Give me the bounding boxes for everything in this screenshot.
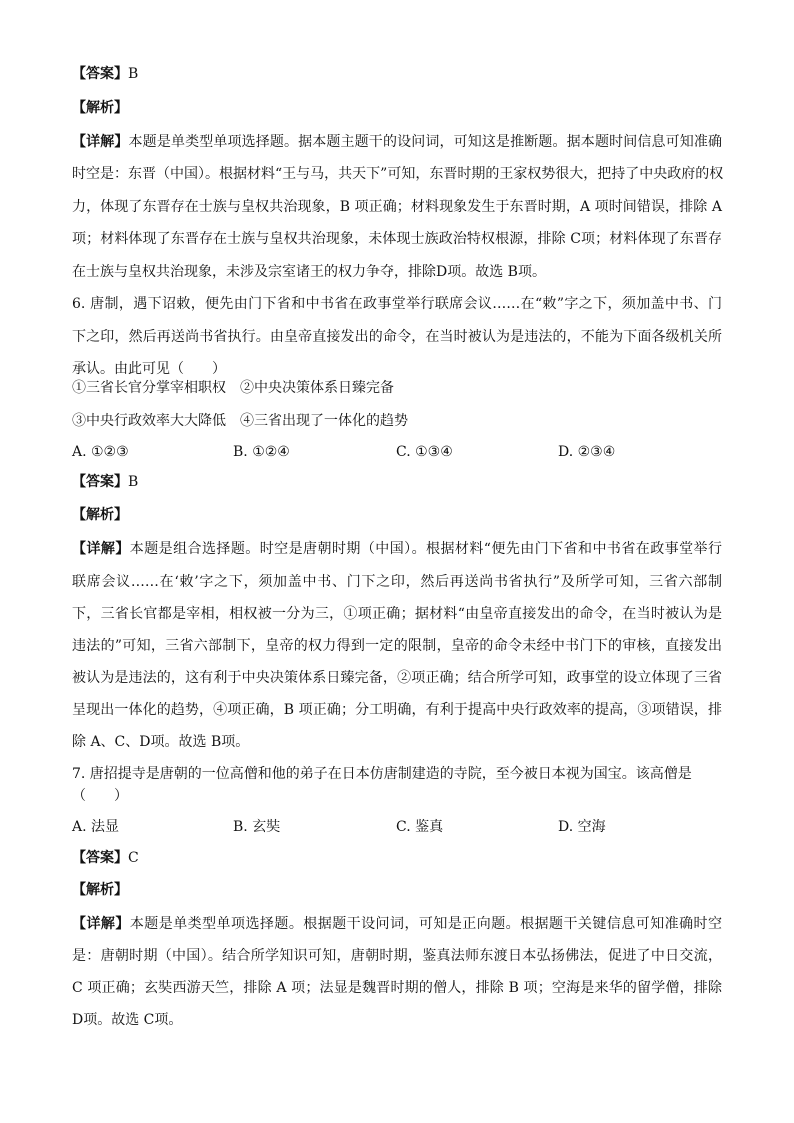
answer-value: B: [128, 474, 139, 490]
q6-statement: ①三省长官分掌宰相职权 ②中央决策体系日臻完备: [72, 380, 394, 396]
q7-options: [72, 817, 722, 837]
q6-detail-line: 联席会议……在‘敕’字之下，须加盖中书、门下之印，然后再送尚书省执行”及所学可知，三省六部制: [72, 574, 722, 590]
answer-value: C: [128, 850, 139, 866]
option-a: A. 法显: [72, 819, 120, 835]
q5-detail-line: 力，体现了东晋存在士族与皇权共治现象，B 项正确；材料现象发生于东晋时期，A 项时间错误，排除 A: [72, 199, 722, 215]
q7-answer: [72, 848, 139, 868]
detail-label: 【详解】: [72, 541, 130, 557]
option-c: C. 鉴真: [396, 819, 444, 835]
answer-label: 【答案】: [72, 850, 128, 866]
q6-answer: [72, 472, 138, 492]
option-c: C. ①③④: [396, 444, 453, 460]
detail-label: 【详解】: [72, 134, 129, 150]
q5-detail-line: 项；材料体现了东晋存在士族与皇权共治现象，未体现士族政治特权根源，排除 C项；材料体现了东晋存: [72, 231, 722, 247]
q6-detail-line: 被认为是违法的，这有利于中央决策体系日臻完备，②项正确；结合所学可知，政事堂的设立体现了三省: [72, 670, 722, 686]
q5-answer: [72, 64, 138, 84]
q6-detail-line: 下，三省长官都是宰相，相权被一分为三，①项正确；据材料“由皇帝直接发出的命令，在当时被认为是: [72, 606, 722, 622]
answer-value: B: [128, 66, 139, 82]
detail-label: 【详解】: [72, 916, 130, 932]
q5-detail-line: 时空是：东晋（中国）。根据材料“王与马，共天下”可知，东晋时期的王家权势很大，把持了中央政府的权: [72, 166, 724, 182]
q6-detail-line: 呈现出一体化的趋势，④项正确，B 项正确；分工明确，有利于提高中央行政效率的提高，③项错误，排: [72, 702, 722, 718]
q5-analysis-label: 【解析】: [72, 100, 128, 116]
q7-stem-line: 7. 唐招提寺是唐朝的一位高僧和他的弟子在日本仿唐制建造的寺院，至今被日本视为国宝。该高僧是: [72, 766, 692, 782]
q6-detail-line: 【详解】本题是组合选择题。时空是唐朝时期（中国）。根据材料“便先由门下省和中书省在政事堂举行: [72, 541, 723, 557]
option-d: D. ②③④: [558, 444, 616, 460]
q7-detail-line: D项。故选 C项。: [72, 1012, 183, 1028]
answer-label: 【答案】: [72, 66, 128, 82]
q7-detail-line: 是：唐朝时期（中国）。结合所学知识可知，唐朝时期，鉴真法师东渡日本弘扬佛法，促进了中日交流，: [72, 948, 722, 964]
q6-detail-line: 除 A、C、D项。故选 B项。: [72, 734, 250, 750]
q6-stem-line: 承认。由此可见（ ）: [72, 361, 226, 377]
q6-statement: ③中央行政效率大大降低 ④三省出现了一体化的趋势: [72, 413, 408, 429]
q7-stem-line: （ ）: [72, 788, 128, 804]
q7-detail-line: 【详解】本题是单类型单项选择题。根据题干设问词，可知是正向题。根据题干关键信息可知准确时空: [72, 916, 723, 932]
q6-options: [72, 442, 722, 462]
q6-stem-line: 下之印，然后再送尚书省执行。由皇帝直接发出的命令，在当时被认为是违法的，不能为下面各级机关所: [72, 329, 722, 345]
q6-analysis-label: 【解析】: [72, 507, 128, 523]
q6-detail-line: 违法的”可知，三省六部制下，皇帝的权力得到一定的限制，皇帝的命令未经中书门下的审核，直接发出: [72, 638, 722, 654]
q7-detail-line: C 项正确；玄奘西游天竺，排除 A 项；法显是魏晋时期的僧人，排除 B 项；空海是来华的留学僧，排除: [72, 980, 722, 996]
q6-stem-line: 6. 唐制，遇下诏敕，便先由门下省和中书省在政事堂举行联席会议……在“敕”字之下，须加盖中书、门: [72, 296, 722, 312]
q5-detail-line: 【详解】本题是单类型单项选择题。据本题主题干的设问词，可知这是推断题。据本题时间信息可知准确: [72, 134, 723, 150]
option-d: D. 空海: [558, 819, 606, 835]
option-b: B. 玄奘: [233, 819, 281, 835]
option-b: B. ①②④: [233, 444, 290, 460]
answer-label: 【答案】: [72, 474, 128, 490]
q5-detail-line: 在士族与皇权共治现象，未涉及宗室诸王的权力争夺，排除D项。故选 B项。: [72, 264, 546, 280]
q7-analysis-label: 【解析】: [72, 882, 128, 898]
option-a: A. ①②③: [72, 444, 129, 460]
